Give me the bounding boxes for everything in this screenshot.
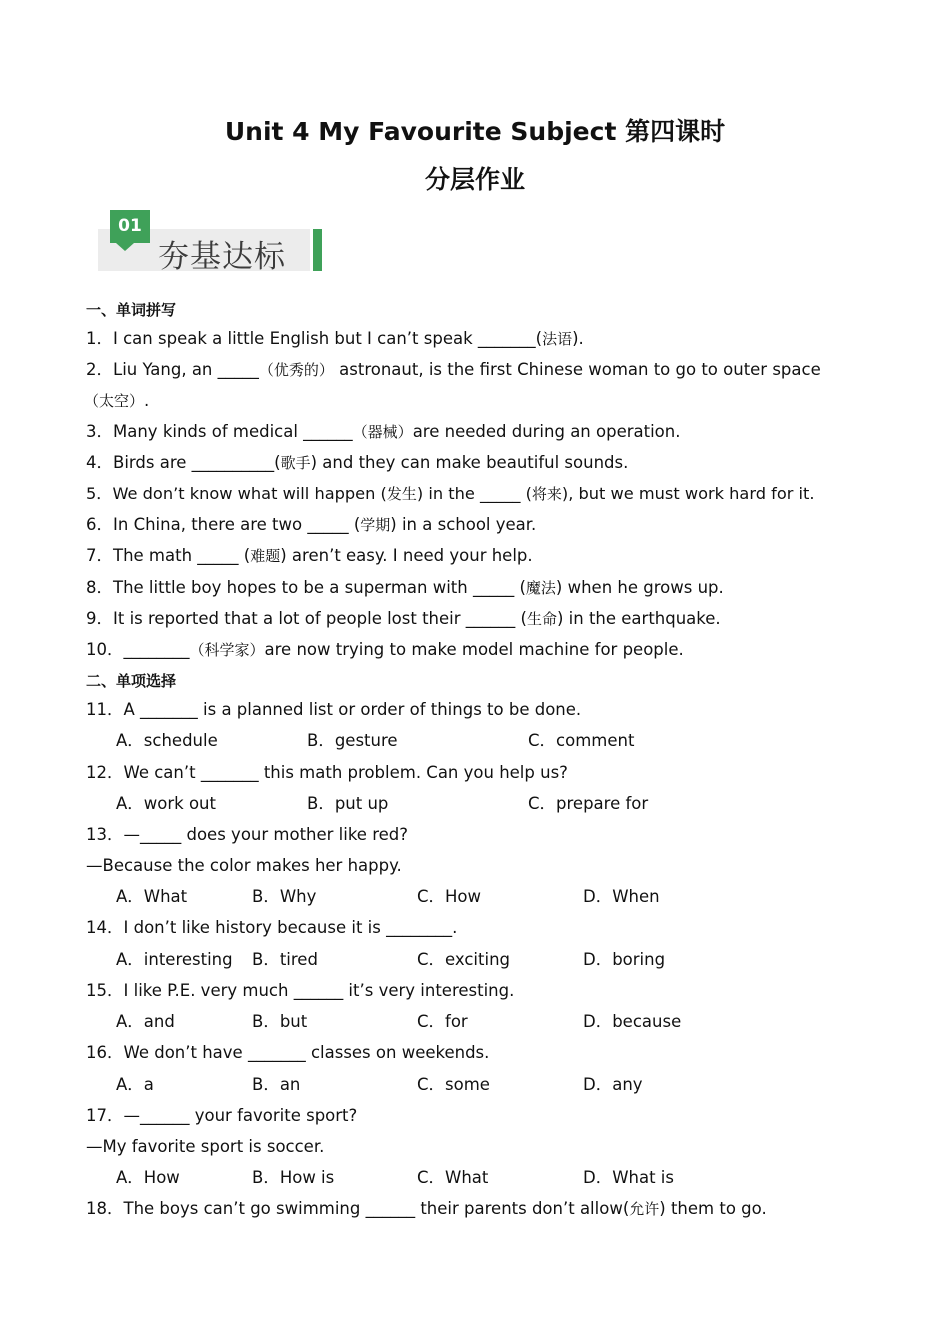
question-text: The math _____ ( — [113, 546, 251, 565]
question-17-reply: —My favorite sport is soccer. — [86, 1137, 325, 1156]
question-text-end: astronaut, is the first Chinese woman to go to outer space — [333, 360, 821, 379]
option-b: B．but — [252, 1012, 308, 1031]
section-heading-spelling: 一、单词拼写 — [86, 301, 177, 319]
question-text-end: ) in a school year. — [390, 515, 537, 534]
question-2-continued — [84, 390, 149, 412]
chinese-hint: （科学家） — [189, 641, 265, 659]
option-d: D．because — [583, 1012, 682, 1031]
badge-accent-bar — [313, 229, 322, 271]
question-13: 13．—_____ does your mother like red? — [86, 825, 409, 844]
option-b: B．put up — [307, 794, 389, 813]
option-d: D．boring — [583, 950, 666, 969]
option-b: B．gesture — [307, 731, 398, 750]
option-c: C．some — [417, 1075, 490, 1094]
question-text-end: ) in the earthquake. — [556, 609, 721, 628]
option-d: D．When — [583, 887, 660, 906]
question-text: Many kinds of medical ______ — [113, 422, 353, 441]
option-c: C．for — [417, 1012, 468, 1031]
option-d: D．What is — [583, 1168, 674, 1187]
badge-pointer-icon — [116, 243, 134, 251]
section-heading-choice: 二、单项选择 — [86, 672, 177, 690]
option-c: C．What — [417, 1168, 489, 1187]
question-11: 11．A _______ is a planned list or order of things to be done. — [86, 700, 582, 719]
question-number: 3． — [86, 422, 113, 441]
question-number: 4． — [86, 453, 113, 472]
question-text: In China, there are two _____ ( — [113, 515, 361, 534]
question-14: 14．I don’t like history because it is ________. — [86, 918, 458, 937]
question-1 — [86, 328, 584, 350]
question-3 — [86, 421, 680, 443]
question-text: The little boy hopes to be a superman with _____ ( — [113, 578, 526, 597]
question-text-end: ) them to go. — [659, 1199, 767, 1218]
question-number: 1． — [86, 329, 113, 348]
chinese-hint: （优秀的） — [258, 361, 334, 379]
question-12: 12．We can’t _______ this math problem. Can you help us? — [86, 763, 568, 782]
question-text-middle: ) in the _____ ( — [416, 484, 532, 503]
question-text-end: ) when he grows up. — [555, 578, 724, 597]
chinese-hint: （太空） — [84, 392, 145, 410]
question-text: I can speak a little English but I can’t speak _______( — [113, 329, 543, 348]
option-d: D．any — [583, 1075, 643, 1094]
question-text: 18．The boys can’t go swimming ______ their parents don’t allow( — [86, 1199, 630, 1218]
question-10 — [86, 639, 684, 661]
question-number: 9． — [86, 609, 113, 628]
question-15: 15．I like P.E. very much ______ it’s very interesting. — [86, 981, 515, 1000]
option-a: A．interesting — [116, 950, 233, 969]
question-text: Liu Yang, an _____ — [113, 360, 259, 379]
option-c: C．How — [417, 887, 482, 906]
question-text: ________ — [123, 640, 190, 659]
question-text: It is reported that a lot of people lost their ______ ( — [113, 609, 527, 628]
page-subtitle: 分层作业 — [424, 165, 525, 194]
chinese-hint-2: 将来 — [531, 485, 562, 503]
page-title: Unit 4 My Favourite Subject 第四课时 — [224, 117, 726, 146]
chinese-hint: 允许 — [629, 1200, 660, 1218]
question-2 — [86, 359, 821, 381]
badge-number: 01 — [110, 210, 150, 243]
option-a: A．How — [116, 1168, 180, 1187]
question-number: 2． — [86, 360, 113, 379]
question-text-end: ). — [572, 329, 584, 348]
question-5 — [86, 483, 815, 505]
option-a: A．work out — [116, 794, 216, 813]
question-7 — [86, 545, 533, 567]
option-c: C．prepare for — [528, 794, 649, 813]
chinese-hint: 发生 — [386, 485, 417, 503]
question-number: 6． — [86, 515, 113, 534]
option-a: A．and — [116, 1012, 175, 1031]
question-text-end: ), but we must work hard for it. — [561, 484, 815, 503]
question-13-reply: —Because the color makes her happy. — [86, 856, 402, 875]
chinese-hint: 歌手 — [280, 454, 311, 472]
section-badge — [98, 207, 324, 273]
question-text-end: ) aren’t easy. I need your help. — [280, 546, 533, 565]
question-number: 7． — [86, 546, 113, 565]
option-b: B．an — [252, 1075, 301, 1094]
chinese-hint: 难题 — [250, 547, 281, 565]
option-a: A．What — [116, 887, 188, 906]
badge-label: 夯基达标 — [158, 239, 286, 275]
chinese-hint: 学期 — [360, 516, 391, 534]
question-text-end: ) and they can make beautiful sounds. — [310, 453, 629, 472]
option-b: B．Why — [252, 887, 317, 906]
question-text-end: are needed during an operation. — [412, 422, 681, 441]
option-a: A．a — [116, 1075, 154, 1094]
question-text-end: . — [144, 391, 150, 410]
option-b: B．How is — [252, 1168, 335, 1187]
question-text: Birds are __________( — [113, 453, 281, 472]
question-17: 17．—______ your favorite sport? — [86, 1106, 358, 1125]
question-text-end: are now trying to make model machine for people. — [264, 640, 684, 659]
option-c: C．comment — [528, 731, 635, 750]
question-9 — [86, 608, 721, 630]
question-number: 10． — [86, 640, 124, 659]
chinese-hint: 法语 — [542, 330, 573, 348]
chinese-hint: 生命 — [526, 610, 557, 628]
question-18 — [86, 1198, 767, 1220]
question-4 — [86, 452, 628, 474]
question-number: 5． — [86, 484, 113, 503]
option-b: B．tired — [252, 950, 318, 969]
question-8 — [86, 577, 724, 599]
question-text: We don’t know what will happen ( — [112, 484, 387, 503]
option-a: A．schedule — [116, 731, 218, 750]
chinese-hint: （器械） — [352, 423, 413, 441]
question-6 — [86, 514, 536, 536]
chinese-hint: 魔法 — [525, 579, 556, 597]
question-number: 8． — [86, 578, 113, 597]
question-16: 16．We don’t have _______ classes on weekends. — [86, 1043, 490, 1062]
option-c: C．exciting — [417, 950, 510, 969]
